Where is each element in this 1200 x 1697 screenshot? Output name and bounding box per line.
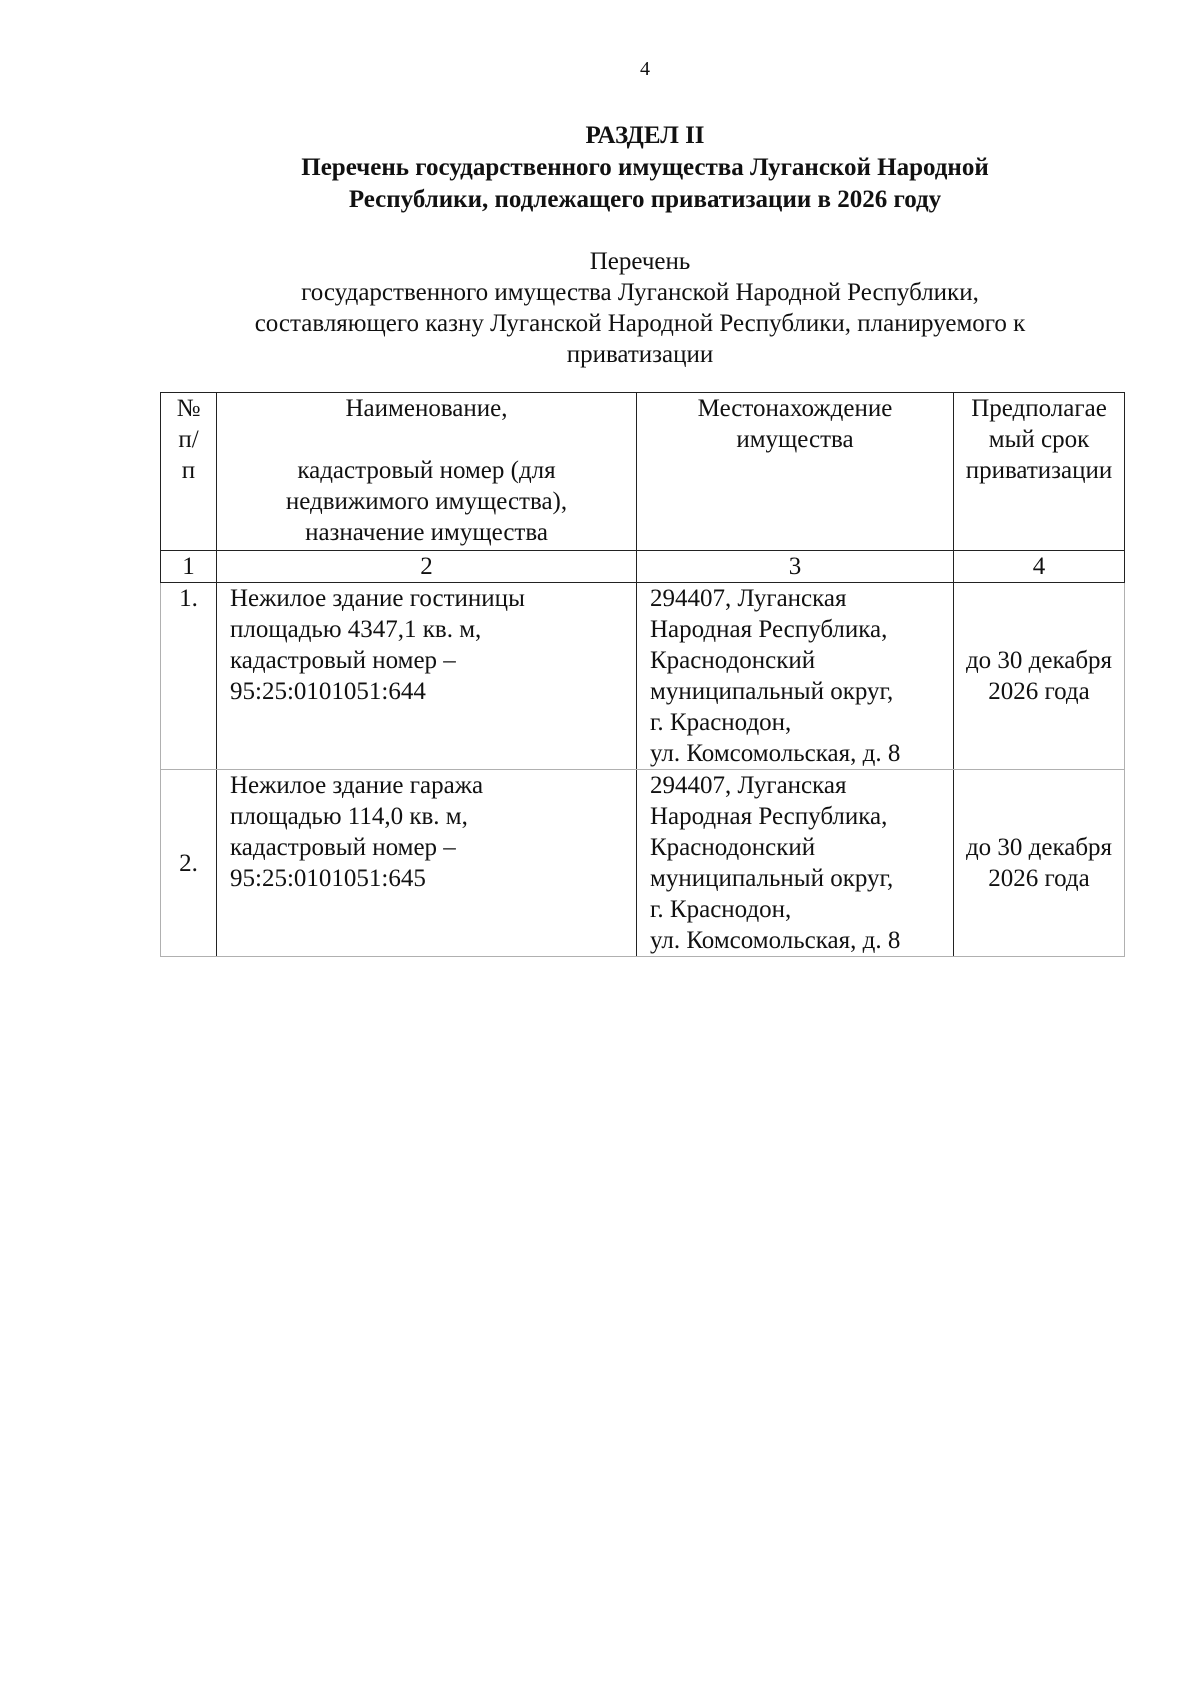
header-name-cell <box>217 393 637 551</box>
header-name-line: назначение имущества <box>305 519 548 546</box>
property-name-line: кадастровый номер – <box>230 834 456 861</box>
term-line: 2026 года <box>988 865 1090 892</box>
section-subtitle-line: Республики, подлежащего приватизации в 2026 году <box>348 186 942 213</box>
header-term-line: Предполагае <box>971 395 1107 422</box>
list-heading-line: государственного имущества Луганской Народной Республики, <box>301 279 979 306</box>
property-name-cell <box>217 583 637 770</box>
property-name-line: площадью 4347,1 кв. м, <box>230 616 482 643</box>
table-row <box>161 770 1125 957</box>
privatization-term-cell <box>954 770 1125 957</box>
location-line: 294407, Луганская <box>650 585 847 612</box>
list-heading <box>200 246 1080 370</box>
column-number: 4 <box>954 551 1125 583</box>
privatization-term-cell <box>954 583 1125 770</box>
property-name-cell <box>217 770 637 957</box>
property-name-line: 95:25:0101051:644 <box>230 678 426 705</box>
section-title: РАЗДЕЛ II <box>585 122 705 149</box>
location-line: Народная Республика, <box>650 616 888 643</box>
header-term-cell <box>954 393 1125 551</box>
header-name-line: Наименование, <box>345 395 508 422</box>
table-header-row <box>161 393 1125 551</box>
location-line: ул. Комсомольская, д. 8 <box>650 927 901 954</box>
page-number: 4 <box>640 58 650 80</box>
header-num-line: п/ <box>178 426 199 453</box>
location-line: г. Краснодон, <box>650 896 792 923</box>
location-line: Краснодонский <box>650 647 816 674</box>
term-line: до 30 декабря <box>965 647 1113 674</box>
location-line: муниципальный округ, <box>650 678 894 705</box>
list-heading-line: составляющего казну Луганской Народной Республики, планируемого к <box>254 310 1026 337</box>
property-name-line: площадью 114,0 кв. м, <box>230 803 468 830</box>
location-line: муниципальный округ, <box>650 865 894 892</box>
header-term-line: приватизации <box>965 457 1113 484</box>
column-number-row <box>161 551 1125 583</box>
property-location-cell <box>637 583 954 770</box>
section-subtitle-line: Перечень государственного имущества Луганской Народной <box>301 154 989 181</box>
property-name-line: 95:25:0101051:645 <box>230 865 426 892</box>
location-line: г. Краснодон, <box>650 709 792 736</box>
property-name-line: Нежилое здание гостиницы <box>230 585 525 612</box>
header-num-line: п <box>181 457 196 484</box>
term-line: 2026 года <box>988 678 1090 705</box>
property-location-cell <box>637 770 954 957</box>
location-line: Народная Республика, <box>650 803 888 830</box>
property-table <box>160 392 1125 957</box>
property-name-line: Нежилое здание гаража <box>230 772 484 799</box>
row-number: 2. <box>161 770 217 957</box>
header-num-cell <box>161 393 217 551</box>
property-name-line: кадастровый номер – <box>230 647 456 674</box>
row-number: 1. <box>161 583 217 770</box>
list-heading-line: приватизации <box>566 341 714 368</box>
header-name-line: недвижимого имущества), <box>285 488 568 515</box>
column-number: 2 <box>217 551 637 583</box>
header-location-cell <box>637 393 954 551</box>
header-term-line: мый срок <box>988 426 1090 453</box>
term-line: до 30 декабря <box>965 834 1113 861</box>
list-heading-line: Перечень <box>589 248 691 275</box>
header-num-line: № <box>176 395 201 422</box>
location-line: 294407, Луганская <box>650 772 847 799</box>
location-line: ул. Комсомольская, д. 8 <box>650 740 901 767</box>
location-line: Краснодонский <box>650 834 816 861</box>
header-location-line: Местонахождение <box>697 395 893 422</box>
section-heading <box>0 120 1200 216</box>
column-number: 3 <box>637 551 954 583</box>
table-row <box>161 583 1125 770</box>
column-number: 1 <box>161 551 217 583</box>
header-name-line: кадастровый номер (для <box>297 457 556 484</box>
header-location-line: имущества <box>736 426 854 453</box>
